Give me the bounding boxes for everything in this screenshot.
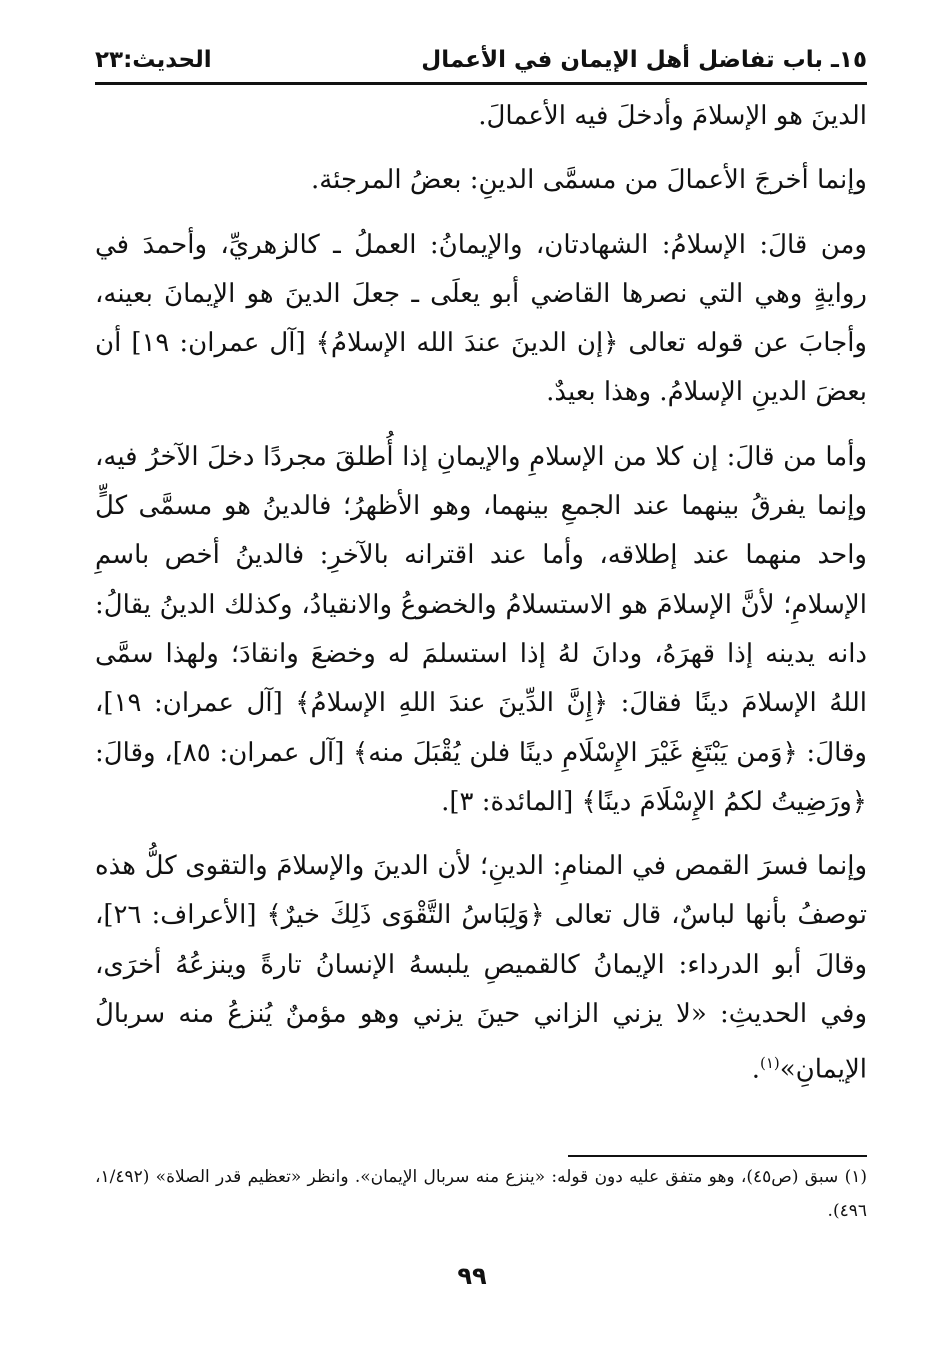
paragraph: الدينَ هو الإسلامَ وأدخلَ فيه الأعمالَ. (478, 101, 867, 131)
paragraph: وإنما فسرَ القمص في المنامِ: الدينِ؛ لأن الدينَ والإسلامَ والتقوى كلُّ هذه توصفُ بأنها لباسٌ، قال تعالى ﴿وَلِبَاسُ التَّقْوَى ذَلِكَ خيرٌ﴾ [الأعراف: ٢٦]، وقالَ أبو الدرداء: الإيمانُ كالقميصِ يلبسهُ الإنسانُ تارةً وينزعُهُ أخرَى، وفي الحديثِ: «لا يزني الزاني حينَ يزني وهو مؤمنٌ يُنزعُ منه سربالُ الإيمانِ»$^{(١)}$. (95, 851, 867, 1085)
footnote-marker: (١) (759, 1054, 780, 1073)
header-divider (95, 82, 867, 85)
paragraph: وأما من قالَ: إن كلا من الإسلامِ والإيمانِ إذا أُطلقَ مجردًا دخلَ الآخرُ فيه، وإنما يفرقُ بينهما عند الجمعِ بينهما، وهو الأظهرُ؛ فالدينُ هو مسمَّى كلٍّ واحد منهما عند إطلاقه، وأما عند اقترانه بالآخرِ: فالدينُ أخص باسمِ الإسلامِ؛ لأنَّ الإسلامَ هو الاستسلامُ والخضوعُ والانقيادُ، وكذلك الدينُ يقالُ: دانه يدينه إذا قهرَهُ، ودانَ لهُ إذا استسلمَ له وخضعَ وانقادَ؛ ولهذا سمَّى اللهُ الإسلامَ دينًا فقالَ: ﴿إِنَّ الدِّينَ عندَ اللهِ الإسلامُ﴾ [آل عمران: ١٩]، وقالَ: ﴿وَمن يَبْتَغِ غَيْرَ الإِسْلَامِ دينًا فلن يُقْبَلَ منه﴾ [آل عمران: ٨٥]، وقالَ: ﴿ورَضِيتُ لكمُ الإِسْلَامَ دينًا﴾ [المائدة: ٣]. (95, 441, 867, 817)
paragraph: ومن قالَ: الإسلامُ: الشهادتان، والإيمانُ: العملُ ـ كالزهريِّ، وأحمدَ في روايةٍ وهي التي نصرها القاضي أبو يعلَى ـ جعلَ الدينَ هو الإيمانَ بعينه، وأجابَ عن قوله تعالى ﴿إن الدينَ عندَ الله الإسلامُ﴾ [آل عمران: ١٩] أن بعضَ الدينِ الإسلامُ. وهذا بعيدٌ. (95, 229, 867, 408)
hadith-number: الحديث:٢٣ (95, 47, 212, 73)
running-header (95, 42, 867, 78)
chapter-title: ١٥ـ باب تفاضل أهل الإيمان في الأعمال (421, 47, 867, 73)
paragraph-text: وإنما فسرَ القمص في المنامِ: الدينِ؛ لأن الدينَ والإسلامَ والتقوى كلُّ هذه توصفُ بأنها لباسٌ، قال تعالى ﴿وَلِبَاسُ التَّقْوَى ذَلِكَ خيرٌ﴾ [الأعراف: ٢٦]، وقالَ أبو الدرداء: الإيمانُ كالقميصِ يلبسهُ الإنسانُ تارةً وينزعُهُ أخرَى، وفي الحديثِ: «لا يزني الزاني حينَ يزني وهو مؤمنٌ يُنزعُ منه سربالُ الإيمانِ» (95, 851, 867, 1085)
page-number: ٩٩ (457, 1262, 487, 1290)
footnote: (١) سبق (ص٤٥)، وهو متفق عليه دون قوله: «ينزع منه سربال الإيمان». وانظر «تعظيم قدر الصلاة» (١/٤٩٢، ٤٩٦). (95, 1167, 867, 1221)
footnote-divider (568, 1155, 867, 1157)
paragraph: وإنما أخرجَ الأعمالَ من مسمَّى الدينِ: بعضُ المرجئة. (310, 165, 867, 196)
main-text (95, 92, 867, 1095)
